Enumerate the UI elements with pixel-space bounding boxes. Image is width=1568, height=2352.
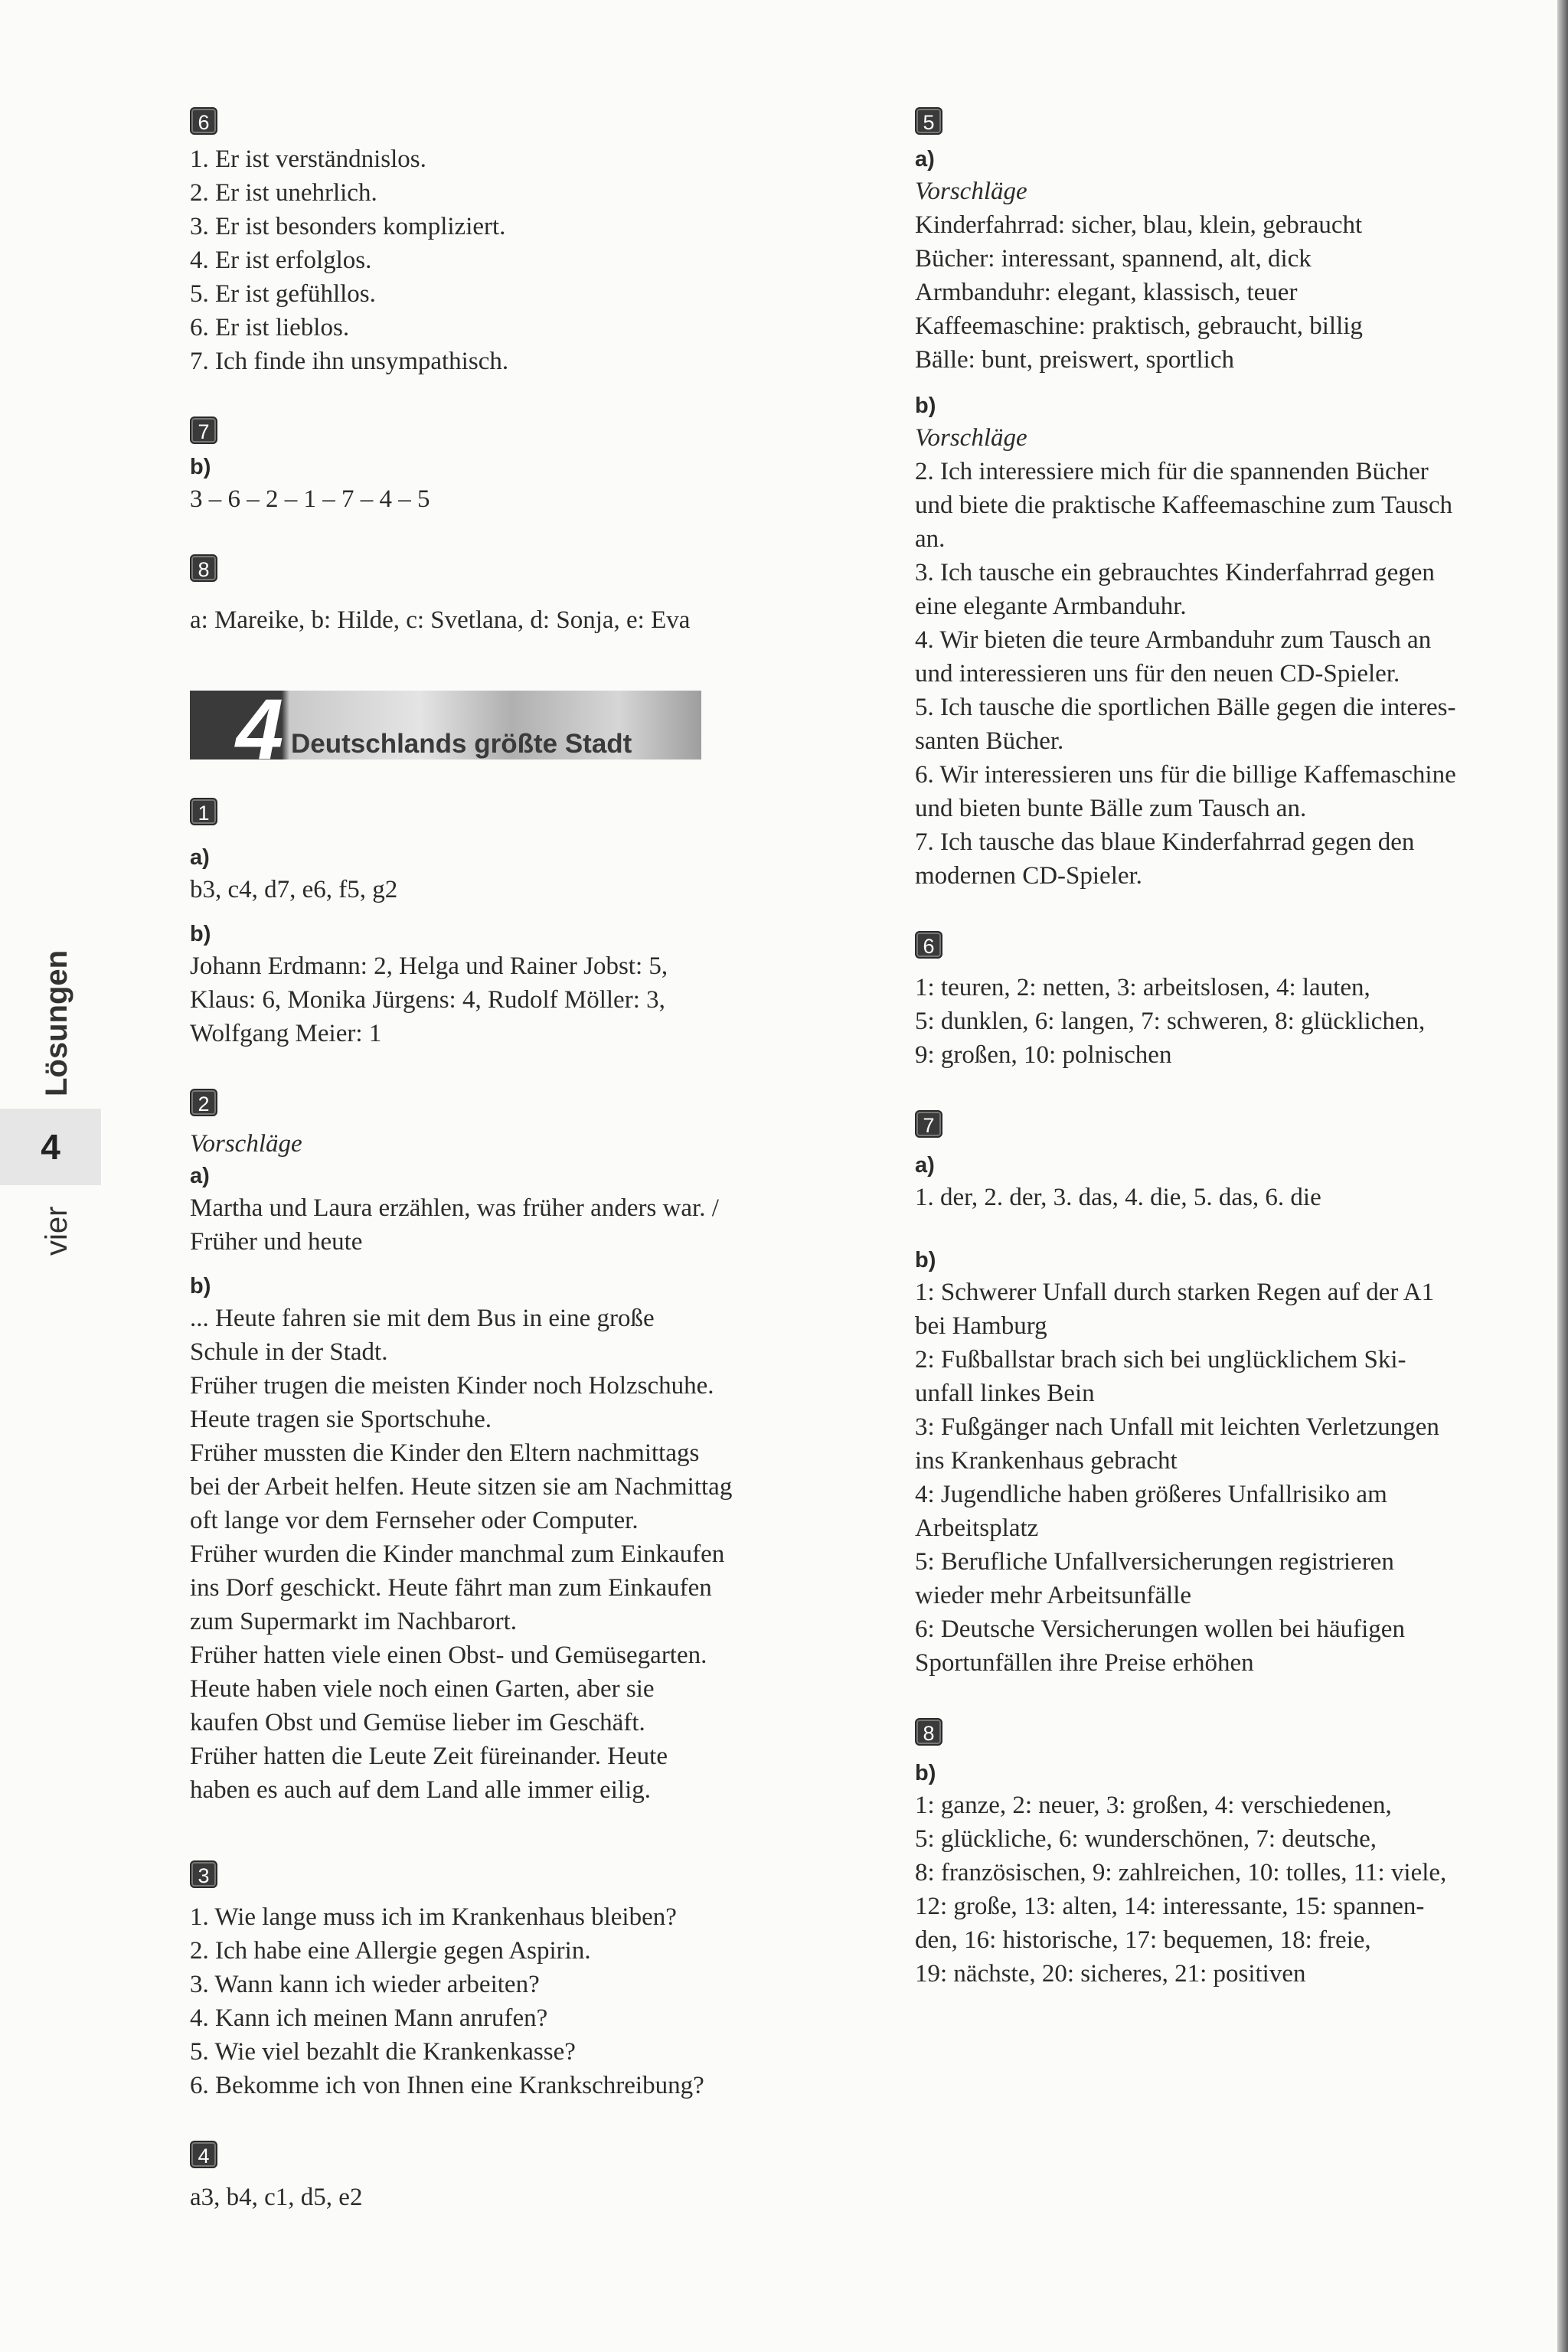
answer-line: 1. der, 2. der, 3. das, 4. die, 5. das, 6. die <box>915 1184 1321 1211</box>
answer-line: 3. Er ist besonders kompliziert. <box>190 213 506 240</box>
answer-line: 5: dunklen, 6: langen, 7: schweren, 8: glücklichen, <box>915 1008 1426 1035</box>
chapter-banner <box>190 691 701 760</box>
answer-line: und bieten bunte Bälle zum Tausch an. <box>915 795 1307 822</box>
answer-line: 4. Er ist erfolglos. <box>190 247 372 274</box>
section-2 <box>190 1089 848 1807</box>
answer-line: Johann Erdmann: 2, Helga und Rainer Jobst: 5, <box>190 952 668 980</box>
suggestions-label: Vorschläge <box>190 1130 302 1158</box>
exercise-number: 2 <box>190 1089 217 1116</box>
answer-line: 6. Bekomme ich von Ihnen eine Krankschreibung? <box>190 2072 704 2099</box>
subsection-label: b) <box>190 922 211 946</box>
answer-line: 6. Er ist lieblos. <box>190 314 350 341</box>
answer-line: an. <box>915 525 946 553</box>
exercise-number: 7 <box>190 416 217 444</box>
page-edge-shadow <box>1557 0 1568 2352</box>
answer-line: 8: französischen, 9: zahlreichen, 10: tolles, 11: viele, <box>915 1859 1447 1886</box>
side-label-vier: vier <box>40 1206 74 1256</box>
section-8 <box>915 1718 1558 1991</box>
answer-line: 1: ganze, 2: neuer, 3: großen, 4: verschiedenen, <box>915 1792 1392 1819</box>
answer-line: Früher mussten die Kinder den Eltern nachmittags <box>190 1439 700 1467</box>
section-3 <box>190 1860 848 2102</box>
answer-line: 1. Er ist verständnislos. <box>190 145 426 173</box>
answer-line: Schule in der Stadt. <box>190 1338 388 1366</box>
exercise-number: 6 <box>190 107 217 135</box>
answer-line: ins Dorf geschickt. Heute fährt man zum Einkaufen <box>190 1574 712 1602</box>
answer-line: 5: Berufliche Unfallversicherungen registrieren <box>915 1548 1394 1576</box>
exercise-number: 3 <box>190 1860 217 1888</box>
exercise-number: 5 <box>915 107 942 135</box>
answer-line: 1: teuren, 2: netten, 3: arbeitslosen, 4: lauten, <box>915 974 1370 1001</box>
subsection-label: b) <box>915 394 936 418</box>
exercise-number: 8 <box>915 1718 942 1746</box>
answer-line: Arbeitsplatz <box>915 1514 1039 1542</box>
answer-line: 5: glückliche, 6: wunderschönen, 7: deutsche, <box>915 1825 1377 1853</box>
answer-line: Heute haben viele noch einen Garten, aber sie <box>190 1675 655 1703</box>
section-6-prev <box>190 107 848 378</box>
answer-line: Früher und heute <box>190 1228 363 1256</box>
answer-line: ... Heute fahren sie mit dem Bus in eine große <box>190 1305 655 1332</box>
answer-line: Klaus: 6, Monika Jürgens: 4, Rudolf Möller: 3, <box>190 986 665 1014</box>
answer-line: oft lange vor dem Fernseher oder Computer. <box>190 1507 639 1534</box>
subsection-label: b) <box>190 1274 211 1298</box>
section-7 <box>915 1110 1558 1680</box>
section-7-prev <box>190 416 848 516</box>
answer-line: Wolfgang Meier: 1 <box>190 1020 382 1047</box>
exercise-number: 4 <box>190 2141 217 2168</box>
answer-line: 4: Jugendliche haben größeres Unfallrisiko am <box>915 1481 1387 1508</box>
answer-line: 3: Fußgänger nach Unfall mit leichten Verletzungen <box>915 1413 1439 1441</box>
answer-line: und interessieren uns für den neuen CD-Spieler. <box>915 660 1400 688</box>
subsection-label: b) <box>190 455 211 479</box>
answer-line: 2. Ich interessiere mich für die spannenden Bücher <box>915 458 1429 485</box>
answer-line: 1: Schwerer Unfall durch starken Regen auf der A1 <box>915 1279 1435 1306</box>
answer-line: bei Hamburg <box>915 1312 1047 1340</box>
answer-line: 9: großen, 10: polnischen <box>915 1041 1172 1069</box>
answer-line: 4. Wir bieten die teure Armbanduhr zum Tausch an <box>915 626 1432 654</box>
answer-line: b3, c4, d7, e6, f5, g2 <box>190 876 398 903</box>
answer-line: 6. Wir interessieren uns für die billige Kaffemaschine <box>915 761 1456 789</box>
answer-line: Früher hatten viele einen Obst- und Gemüsegarten. <box>190 1642 707 1669</box>
subsection-label: a) <box>915 147 935 172</box>
subsection-label: a) <box>190 845 210 870</box>
exercise-number: 7 <box>915 1110 942 1138</box>
answer-line: 3. Ich tausche ein gebrauchtes Kinderfahrrad gegen <box>915 559 1435 586</box>
answer-line: zum Supermarkt im Nachbarort. <box>190 1608 518 1635</box>
answer-line: eine elegante Armbanduhr. <box>915 593 1187 620</box>
answer-line: Früher hatten die Leute Zeit füreinander. Heute <box>190 1743 668 1770</box>
answer-line: Bücher: interessant, spannend, alt, dick <box>915 245 1312 273</box>
answer-line: kaufen Obst und Gemüse lieber im Geschäft. <box>190 1709 645 1736</box>
subsection-label: a) <box>915 1153 935 1178</box>
section-6 <box>915 931 1558 1072</box>
answer-line: Sportunfällen ihre Preise erhöhen <box>915 1649 1254 1677</box>
answer-line: Kinderfahrrad: sicher, blau, klein, gebraucht <box>915 211 1363 239</box>
right-column <box>915 107 1558 1991</box>
section-8-prev <box>190 554 848 637</box>
left-column <box>190 107 848 2214</box>
answer-line: Bälle: bunt, preiswert, sportlich <box>915 346 1234 374</box>
answer-line: 5. Er ist gefühllos. <box>190 280 376 308</box>
answer-line: a: Mareike, b: Hilde, c: Svetlana, d: Sonja, e: Eva <box>190 606 691 634</box>
answer-line: wieder mehr Arbeitsunfälle <box>915 1582 1192 1609</box>
answer-line: a3, b4, c1, d5, e2 <box>190 2184 363 2211</box>
answer-line: 2. Er ist unehrlich. <box>190 179 377 207</box>
answer-line: ins Krankenhaus gebracht <box>915 1447 1178 1475</box>
chapter-tab: 4 <box>0 1109 101 1185</box>
exercise-number: 1 <box>190 798 217 825</box>
suggestions-label: Vorschläge <box>915 178 1027 205</box>
answer-line: den, 16: historische, 17: bequemen, 18: freie, <box>915 1926 1371 1954</box>
section-4 <box>190 2141 848 2214</box>
answer-line: Armbanduhr: elegant, klassisch, teuer <box>915 279 1298 306</box>
answer-line: 5. Ich tausche die sportlichen Bälle gegen die interes- <box>915 694 1456 721</box>
answer-line: 5. Wie viel bezahlt die Krankenkasse? <box>190 2038 576 2066</box>
answer-line: 3 – 6 – 2 – 1 – 7 – 4 – 5 <box>190 485 430 513</box>
subsection-label: b) <box>915 1761 936 1785</box>
answer-line: santen Bücher. <box>915 727 1064 755</box>
chapter-number: 4 <box>236 691 284 760</box>
answer-line: modernen CD-Spieler. <box>915 862 1142 890</box>
subsection-label: a) <box>190 1164 210 1188</box>
answer-line: Heute tragen sie Sportschuhe. <box>190 1406 492 1433</box>
answer-line: bei der Arbeit helfen. Heute sitzen sie am Nachmittag <box>190 1473 733 1501</box>
exercise-number: 8 <box>190 554 217 582</box>
answer-line: 7. Ich tausche das blaue Kinderfahrrad gegen den <box>915 828 1415 856</box>
answer-line: 4. Kann ich meinen Mann anrufen? <box>190 2004 548 2032</box>
answer-line: 7. Ich finde ihn unsympathisch. <box>190 348 509 375</box>
answer-line: Früher trugen die meisten Kinder noch Holzschuhe. <box>190 1372 714 1400</box>
side-label-loesungen: Lösungen <box>40 949 74 1096</box>
answer-line: 2. Ich habe eine Allergie gegen Aspirin. <box>190 1937 591 1965</box>
answer-line: 6: Deutsche Versicherungen wollen bei häufigen <box>915 1615 1405 1643</box>
subsection-label: b) <box>915 1248 936 1272</box>
answer-line: Früher wurden die Kinder manchmal zum Einkaufen <box>190 1540 725 1568</box>
answer-lines <box>190 142 848 378</box>
answer-line: haben es auch auf dem Land alle immer eilig. <box>190 1776 652 1804</box>
answer-line: 1. Wie lange muss ich im Krankenhaus bleiben? <box>190 1903 677 1931</box>
answer-line: 12: große, 13: alten, 14: interessante, 15: spannen- <box>915 1893 1425 1920</box>
suggestions-label: Vorschläge <box>915 424 1027 452</box>
answer-line: Martha und Laura erzählen, was früher anders war. / <box>190 1194 719 1222</box>
answer-line: Kaffeemaschine: praktisch, gebraucht, billig <box>915 312 1363 340</box>
answer-line: 3. Wann kann ich wieder arbeiten? <box>190 1971 540 1998</box>
answer-line: 19: nächste, 20: sicheres, 21: positiven <box>915 1960 1306 1988</box>
section-1 <box>190 798 848 1050</box>
answer-line: unfall linkes Bein <box>915 1380 1095 1407</box>
exercise-number: 6 <box>915 931 942 959</box>
chapter-title: Deutschlands größte Stadt <box>291 729 632 759</box>
answer-line: 2: Fußballstar brach sich bei unglücklichem Ski- <box>915 1346 1406 1374</box>
section-5 <box>915 107 1558 893</box>
answer-line: und biete die praktische Kaffeemaschine zum Tausch <box>915 492 1453 519</box>
